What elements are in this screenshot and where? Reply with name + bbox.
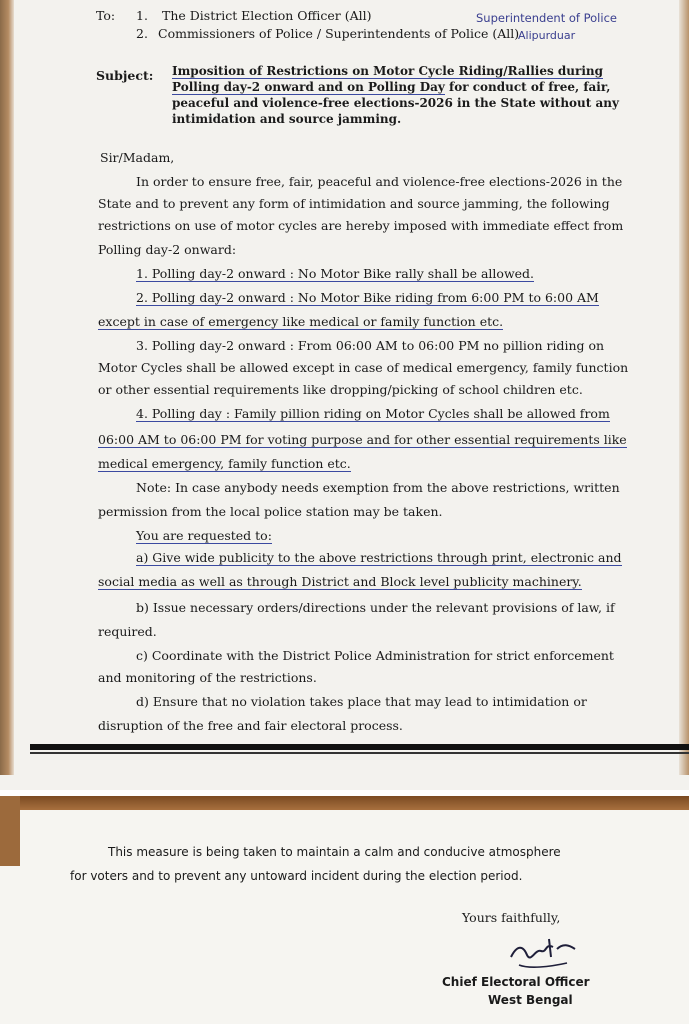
request-a-line-2: social media as well as through District and Block level publicity machinery. [98,574,582,589]
yours-faithfully: Yours faithfully, [462,910,561,925]
salutation: Sir/Madam, [100,150,175,165]
restriction-item-2-line-2: except in case of emergency like medical or family function etc. [98,314,504,329]
request-a-line-1: a) Give wide publicity to the above restrictions through print, electronic and [136,550,622,565]
intro-line-4: Polling day-2 onward: [98,242,237,257]
subject-line-3: peaceful and violence-free elections-2026 in the State without any [172,96,619,110]
handwritten-district: Alipurduar [518,29,576,42]
recipient-1: The District Election Officer (All) [162,8,372,23]
page-bottom-rule-thin [30,752,689,754]
wood-surface-left [0,796,20,866]
signatory-title: Chief Electoral Officer [442,975,590,989]
restriction-item-4-line-1: 4. Polling day : Family pillion riding on Motor Cycles shall be allowed from [136,406,610,421]
subject-line-2: Polling day-2 onward and on Polling Day for conduct of free, fair, [172,80,611,94]
intro-line-1: In order to ensure free, fair, peaceful and violence-free elections-2026 in the [136,174,623,189]
wood-surface-top [0,796,689,810]
intro-line-2: State and to prevent any form of intimidation and source jamming, the following [98,196,610,211]
handwritten-recipient: Superintendent of Police [476,11,617,25]
request-d-line-1: d) Ensure that no violation takes place that may lead to intimidation or [136,694,587,709]
page-edge-left [0,0,14,775]
recipient-2: Commissioners of Police / Superintendents of Police (All) [158,26,520,41]
to-label: To: [96,8,116,23]
signatory-state: West Bengal [488,993,573,1007]
page-bottom-rule [30,744,689,750]
restriction-item-3-line-3: or other essential requirements like dropping/picking of school children etc. [98,382,583,397]
restriction-item-2-line-1: 2. Polling day-2 onward : No Motor Bike riding from 6:00 PM to 6:00 AM [136,290,599,305]
recipient-2-number: 2. [136,26,148,41]
closing-line-1: This measure is being taken to maintain a calm and conducive atmosphere [108,845,561,859]
recipient-1-number: 1. [136,8,148,23]
restriction-item-4-line-3: medical emergency, family function etc. [98,456,351,471]
requested-heading: You are requested to: [136,528,272,543]
request-b-line-1: b) Issue necessary orders/directions under the relevant provisions of law, if [136,600,615,615]
intro-line-3: restrictions on use of motor cycles are hereby imposed with immediate effect from [98,218,624,233]
restriction-item-1: 1. Polling day-2 onward : No Motor Bike rally shall be allowed. [136,266,535,281]
request-d-line-2: disruption of the free and fair electoral process. [98,718,403,733]
subject-label: Subject: [96,68,154,83]
page-edge-right [679,0,689,775]
subject-line-4: intimidation and source jamming. [172,112,402,126]
signature-mark [505,935,585,975]
restriction-item-4-line-2: 06:00 AM to 06:00 PM for voting purpose and for other essential requirements like [98,432,627,447]
request-b-line-2: required. [98,624,157,639]
request-c-line-2: and monitoring of the restrictions. [98,670,317,685]
subject-line-1: Imposition of Restrictions on Motor Cycle Riding/Rallies during [172,64,604,78]
note-line-2: permission from the local police station may be taken. [98,504,443,519]
note-line-1: Note: In case anybody needs exemption from the above restrictions, written [136,480,620,495]
restriction-item-3-line-1: 3. Polling day-2 onward : From 06:00 AM to 06:00 PM no pillion riding on [136,338,605,353]
closing-line-2: for voters and to prevent any untoward incident during the election period. [70,869,523,883]
restriction-item-3-line-2: Motor Cycles shall be allowed except in case of medical emergency, family function [98,360,629,375]
request-c-line-1: c) Coordinate with the District Police Administration for strict enforcement [136,648,614,663]
